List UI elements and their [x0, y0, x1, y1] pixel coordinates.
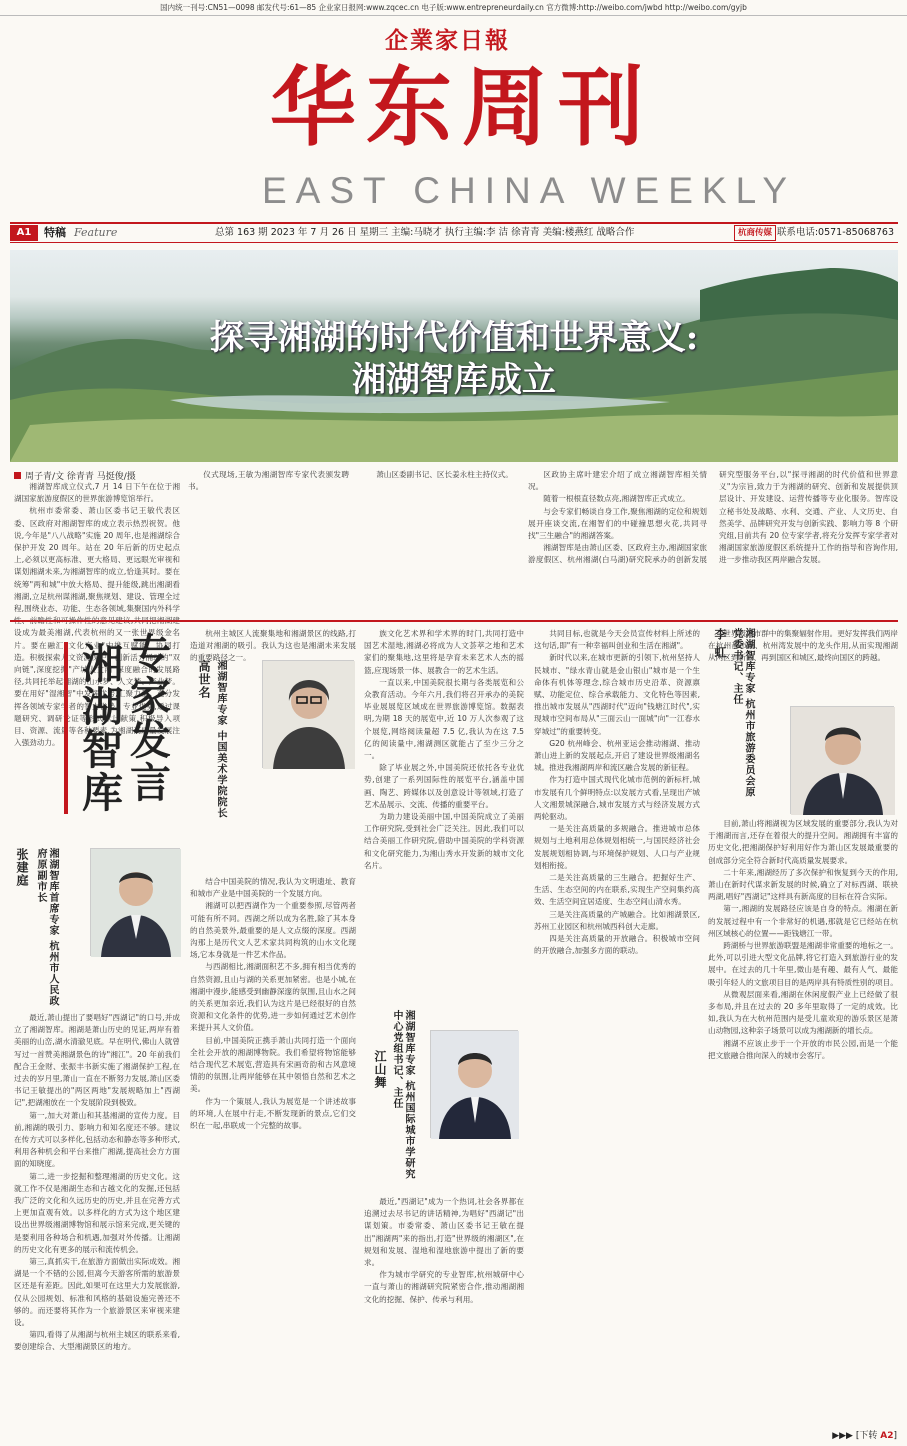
- masthead-title: 华东周刊: [270, 57, 654, 158]
- expert-photo: [90, 848, 180, 956]
- feature-column-2-intro: [190, 628, 356, 663]
- feature-paragraph: 最近,萧山提出了要唱好"西湖记"的口号,并成立了湘湖智库。湘湖是萧山历史的见证,两岸有着美丽的山峦,湖水清澈见底。早在明代,佛山人就曾写过一首赞美湘湖景色的诗"湘江"。20 年前我们配合王金财、张振丰书新实施了湘湖保护工程,在过去的岁月里,萧山一直在不断努力发展,萧山区委书记王敏提出的"两区两地"发展规略加上"西湖记",把湖湘放在一个发展阶段到极致。: [14, 1013, 180, 1108]
- partner-logo: 杭商传媒: [734, 225, 776, 241]
- expert-title: 湘湖智库首席专家 杭州市人民政府原副市长: [35, 848, 58, 1007]
- kicker-bottom: 湘湖智库: [64, 642, 129, 814]
- feature-paragraph: 作为一个策展人,我认为展览是一个讲述故事的环境,人在展中行走,不断发现新的景点,它们交织在一起,串联成一个完整的故事。: [190, 1096, 356, 1131]
- feature-paragraph: 新时代以来,在城市更新的引领下,杭州坚持人民城市、"绿水青山就是金山银山"城市是一个生命体有机体等理念,综合城市历史沿革、资源禀赋、功能定位、综合承载能力、文化特色等因素,推出城市发展从"西湖时代"迈向"钱塘江时代",实现城市空间布局从"三面云山一面城"向"一江春水穿城过"的重要转变。: [534, 653, 700, 736]
- feature-paragraph: G20 杭州峰会、杭州亚运会推动湘湖、推动萧山进上新的发展起点,开启了建设世界级湘湖名城。推进我湘湖两岸和流区融合发展的新征程。: [534, 738, 700, 773]
- feature-paragraph: 最近,"西湖记"成为一个热词,社会各界都在追溯过去尽书记的讲话精神,为唱好"西湖记"出谋划策。市委常委、萧山区委书记王敏在提出"湘湖两"来的指出,打造"世界级的湘湖区",在规划和发展、湿地和湿地旅游中提出了新的要求。: [364, 1197, 524, 1268]
- expert-name: 李 虹: [713, 628, 727, 660]
- feature-paragraph: 结合中国美院的情况,我认为文明遗址、教育和城市产业是中国美院的一个发展方向。: [190, 877, 356, 899]
- feature-paragraph: 为助力建设美丽中国,中国美院成立了美丽工作研究院,受到社会广泛关注。因此,我们可以结合美丽工作研究院,借助中国美院的学科资源和文化研究能力,为湘山秀水开发新的城市文化名片。: [364, 812, 524, 870]
- expert-name: 张建庭: [15, 848, 29, 887]
- lead-paragraph: 随着一根根直径数点亮,湘湖智库正式成立。: [543, 494, 690, 504]
- issue-credits: 总第 163 期 2023 年 7 月 26 日 星期三 主编:马晓才 执行主编:李 洁 徐青青 美编:楼燕红 战略合作: [215, 227, 635, 238]
- expert-title: 湘湖智库专家 中国美术学院院长: [215, 660, 226, 819]
- feature-paragraph: 共同目标,也就是今天会员宣传材料上所述的这句话,即"有一种幸福叫创业和生活在湘湖"。: [534, 629, 700, 651]
- feature-paragraph: 第四,看得了从湘湖与杭州主城区的联系来看,要创建综合、大型湘湖景区的地方。: [14, 1330, 180, 1352]
- lead-column-2: [188, 469, 522, 617]
- section-name-en: Feature: [74, 226, 118, 239]
- feature-paragraph: 族文化艺术界和学术界的时门,共同打造中国艺术湿地,湘湖必将成为人文荟萃之地和艺术家们的聚集地,这里将是孕育未来艺术人杰的摇篮,应现场景一体、展教合一的艺术生活。: [364, 629, 524, 675]
- feature-paragraph: 作为城市学研究的专业智库,杭州城研中心一直与萧山的湘湖研究院紧密合作,推动湘湖湘文化的挖掘、保护、传承与利用。: [364, 1270, 524, 1304]
- section-divider: [10, 620, 898, 622]
- contact-phone: 联系电话:0571-85068763: [776, 227, 894, 238]
- continued-page-number: A2: [880, 1431, 894, 1441]
- feature-paragraph: 湘湖可以把西湖作为一个重要参照,尽管两者可能有所不同。西湖之所以成为名胜,除了其本身的自然美景外,最重要的是人文点缀的深度。西湖沟那上是历代文人艺术家共同构筑的山水文化现场,它本身就是一件艺术作品。: [190, 901, 356, 960]
- expert-photo: [430, 1030, 518, 1138]
- feature-paragraph: 与西湖相比,湘湖面积艺不多,拥有相当优秀的自然资源,且山与湖的关系更加紧密。也是小城,在湘湖中漫步,能感受到幽静深邃的氛围,且山水之间的关系更加亲近,我们认为这片是已经很好的自然资源和文化条件的优势,进一步如何通过艺术创作来提升其人文价值。: [190, 962, 356, 1033]
- feature-paragraph: 世界级城市群中的集聚辐射作用。更好发挥我们两岸在杭州都市圈、杭州湾发展中的龙头作用,从而实现湘湖从两区到新区、再到国区和城区,最终向国区的跨越。: [708, 629, 898, 663]
- byline: 周子青/文 徐青青 马挺俊/摄: [14, 469, 136, 482]
- lead-paragraph: 杭州市委常委、萧山区委书记王敏代表区委、区政府对湘湖智库的成立表示热烈祝贺。他说,今年是"八八战略"实施 20 周年,也是湘湖综合保护开发 20 周年。站在 20 年后新的历史起点上,必须以更高标准、更大格局、更远眼光审视和谋划湘湖未来,为湘湖智库的成立,恰逢其时。要在统筹"两和城"中放大格局、提升能级,跳出湘湖看湘湖,立足杭州谋湘湖,聚焦规划、建设、管理全过程,围绕业态、功能、生态各领域,集聚国内外科学 设成为最美湘湖,代表杭州的又一张世界级金名片。要在融汇"文化产业"中推互赋能、协同打造。积极探索人文资源保护、创新活力涌动的"双向链",深度挖掘"产城人文湘"深度融合的发展路径,共同托举起湘湖的山水梦、人文梦、产业梦。要在用好"湿湘智"中发挥优势,汇聚力量。充分发挥各领域专家学者的智力优势、专业优势,通过课题研究、调研论证等形式献计献策,积极导入项目、资源、流量等各种要素,为湘湖高质量发展注入强劲动力。: [14, 506, 180, 748]
- lead-paragraph: 仪式现场,王敏为湘湖智库专家代表颁发聘书。: [188, 470, 349, 492]
- lead-paragraph: 区政协主席叶建宏介绍了成立湘湖智库相关情况。: [528, 470, 707, 492]
- feature-paragraph: 湘湖不应该止步于一个开放的市民公园,而是一个能把文旅融合推向深入的城市会客厅。: [708, 1038, 898, 1060]
- lead-column-3: [528, 469, 898, 617]
- feature-paragraph: 杭州主城区人流聚集地和湘湖景区的线路,打造道对湘湖的吸引。我认为这也是湘湖未来发展的重要路径之一。: [190, 629, 356, 663]
- feature-column-5: [708, 818, 898, 1424]
- feature-paragraph: 从微观层面来看,湘湖在休闲度假产业上已经做了很多布局,并且在过去的 20 多年里取得了一定的成效。比如,我认为在大杭州范围内是受儿童欢迎的游乐景区是萧山动物园,这种亲子场景可以成为湘湖新的增长点。: [708, 989, 898, 1036]
- expert-title: 湘湖智库专家 杭州国际城市学研究中心党组书记、主任: [391, 1010, 414, 1180]
- issue-info-bar: [10, 222, 898, 243]
- headline-line-1: 探寻湘湖的时代价值和世界意义:: [209, 318, 699, 358]
- expert-photo: [262, 660, 354, 768]
- arrows-icon: ▶▶▶: [832, 1431, 853, 1441]
- feature-column-1: [14, 1012, 180, 1426]
- feature-paragraph: 目前,中国美院正携手萧山共同打造一个面向全社会开放的湘湖博物院。我们希望将物馆能够结合现代艺术展览,营造具有宋画奇韵和古风意境情韵的氛围,让两岸能够在其中领悟自然和艺术之美。: [190, 1035, 356, 1094]
- feature-kicker: [60, 632, 171, 842]
- feature-paragraph: 二十年来,湘湖经历了多次保护和恢复到今天的作用,萧山在新时代谋求新发展的时候,确立了对标西湖、联袂两湖,唱好"西湖记"这样具有新高度的目标在符合实际。: [708, 867, 898, 902]
- feature-column-3b: [364, 1196, 524, 1426]
- feature-paragraph: 第一,湘湖的发展路径应该是自身的特点。湘湖在新的发展过程中有一个非常好的机遇,那就是它已经站在杭州区域核心的位置——距钱塘江一带。: [708, 904, 898, 938]
- feature-paragraph: 一是关注高质量的多规融合。推进城市总体规划与土地利用总体规划相统一,与国民经济社会发展规划相协调,与环境保护规划、人口与产业规划相衔接。: [534, 824, 700, 870]
- expert-title: 湘湖智库专家 杭州市旅游委员会原党委书记、主任: [731, 628, 754, 798]
- masthead-title-en: EAST CHINA WEEKLY: [262, 170, 797, 211]
- lead-paragraph: 与会专家们畅谈自身工作,聚焦湘湖的定位和规划展开座谈交流,在湘智们的中碰撞思想火花,共同寻找"三生融合"的湘湖答案。: [528, 506, 707, 541]
- expert-photo: [790, 706, 894, 814]
- feature-column-2: [190, 876, 356, 1426]
- kicker-top: 专家发言: [123, 632, 171, 804]
- section-name: 特稿: [44, 226, 66, 239]
- feature-paragraph: 三是关注高质量的产城融合。比如湘湖景区,苏州工业园区和杭州城西科创大走廊。: [534, 909, 700, 931]
- feature-paragraph: 跨湖桥与世界旅游联盟是湘湖非常重要的地标之一。此外,可以引进大型文化品牌,将它打造入到旅游行业的发展中。在过去的几十年里,微山是有趣、最有人气、最能吸引年轻人的文旅项目目的是两岸具有特质性别的项目。: [708, 941, 898, 987]
- top-info-line: 国内统一刊号:CN51—0098 邮发代号:61—85 企业家日报网:www.zqcec.cn 电子版:www.entrepreneurdaily.cn 官方微博:http://weibo.com/jwbd http://weibo.com/gyjb: [0, 0, 907, 16]
- feature-column-3: [364, 628, 524, 1008]
- feature-column-4: [534, 628, 700, 1426]
- feature-paragraph: 一直以来,中国美院很长期与各类展览和公众教育活动。今年六月,我们将召开承办的美院毕业展展览区域成在世界旅游博览馆。数据表明,为期 18 天的展览中,近 10 万人次参观了这个展览,网络阅读量超 7.5 亿,我认为在这 7.5 亿的阅读量中,湘湖测区就能占了至少三分之一。: [364, 677, 524, 761]
- lead-paragraph: 湘湖智库是由萧山区委、区政府主办,湘湖国家旅游度假区、杭州湘湖(白马湖)研究院承办的创新发展研究型服务平台,以"探寻湘湖的时代价值和世界意义"为宗旨,致力于为湘湖的研究、创新和发展提供顶层设计、开发建设、运营传播等专业化服务。智库设立秘书处及战略、水利、交通、产业、人文历史、自然美学、品牌研究开发与创新实践、影响力等 8 个研究组,目前共有 20 位专家学者,将充分发挥专家学者对湘湖国家旅游度假区系统提升工作的指导和咨询作用,进一步推动我区两岸融合发展。: [528, 470, 898, 565]
- continued-label: 下转: [859, 1431, 878, 1441]
- continued-on-page[interactable]: ▶▶▶ [下转 A2]: [832, 1431, 897, 1441]
- lead-paragraph: 湘湖智库成立仪式,7 月 14 日下午在位于湘湖国家旅游度假区的世界旅游博览馆举行。: [14, 482, 180, 504]
- feature-paragraph: 第二,进一步挖掘和整理湘湖的历史文化。这就工作不仅是湘湖生态和古越文化的发掘,还包括我广泛的文化和久远历史的历史,并且在完善方式上更加直观有效。以多样化的方式为这个地区建设出世界级湘湖博物馆和展示馆来完成,更关键的是要利用各种场合和机遇,加强对外传播。让湘湖的历史文化有更多的展示和流传机会。: [14, 1171, 180, 1254]
- headline-line-2: 湘湖智库成立: [352, 360, 556, 400]
- page-badge: A1: [10, 225, 38, 241]
- feature-paragraph: 目前,萧山将湘湖视为区域发展的重要部分,我认为对于湘湖而言,还存在着很大的提升空间。湘湖拥有丰富的历史文化,把湘湖保护好利用好作为萧山区发展最重要的创成部分完全符合新时代高质量发展要求。: [708, 819, 898, 865]
- expert-name: 江山舞: [373, 1050, 387, 1089]
- paper-name-logo: 企業家日報: [385, 27, 510, 54]
- feature-column-5-intro: [708, 628, 898, 704]
- feature-paragraph: 四是关注高质量的开放融合。积极城市空间的开放融合,加强多方面的联动。: [534, 934, 700, 956]
- lead-paragraph: 萧山区委副书记、区长姜永柱主持仪式。: [376, 470, 513, 479]
- feature-paragraph: 第三,真抓实干,在旅游方面做出实际成效。湘湖是一个不错的公园,但离今天游客所需的旅游景区还是有差距。因此,如果可在这里大力发展旅游,仅从公园规划、标准和风格的基础设施完善还不够的。而还要将其作为一个旅游景区来审视来建设。: [14, 1257, 180, 1328]
- feature-paragraph: 第一,加大对萧山和其基湘湖的宣传力度。目前,湘湖的吸引力、影响力和知名度还不够。建议在传方式可以多样化,包括动态和静态等多种形式,利用各种机会和平台来推广湘湖,提高社会方方面面的知晓度。: [14, 1110, 180, 1169]
- feature-paragraph: 二是关注高质量的三生融合。把握好生产、生活、生态空间的内在联系,实现生产空间集约高效、生活空间宜居适度、生态空间山清水秀。: [534, 873, 700, 907]
- feature-paragraph: 除了毕业展之外,中国美院还依托各专业优势,创建了一系列国际性的展览平台,涵盖中国画、陶艺、跨媒体以及创意设计等领域,打造了艺术品展示、交流、传播的重要平台。: [364, 763, 524, 809]
- feature-paragraph: 作为打造中国式现代化城市范例的新标杆,城市发展有几个鲜明特点:以发展方式看,呈现出产城人文湘景城深融合,城市发展方式与经济发展方式两轮驱动。: [534, 775, 700, 822]
- hero-photo: [10, 250, 898, 462]
- expert-name: 高世名: [197, 660, 211, 699]
